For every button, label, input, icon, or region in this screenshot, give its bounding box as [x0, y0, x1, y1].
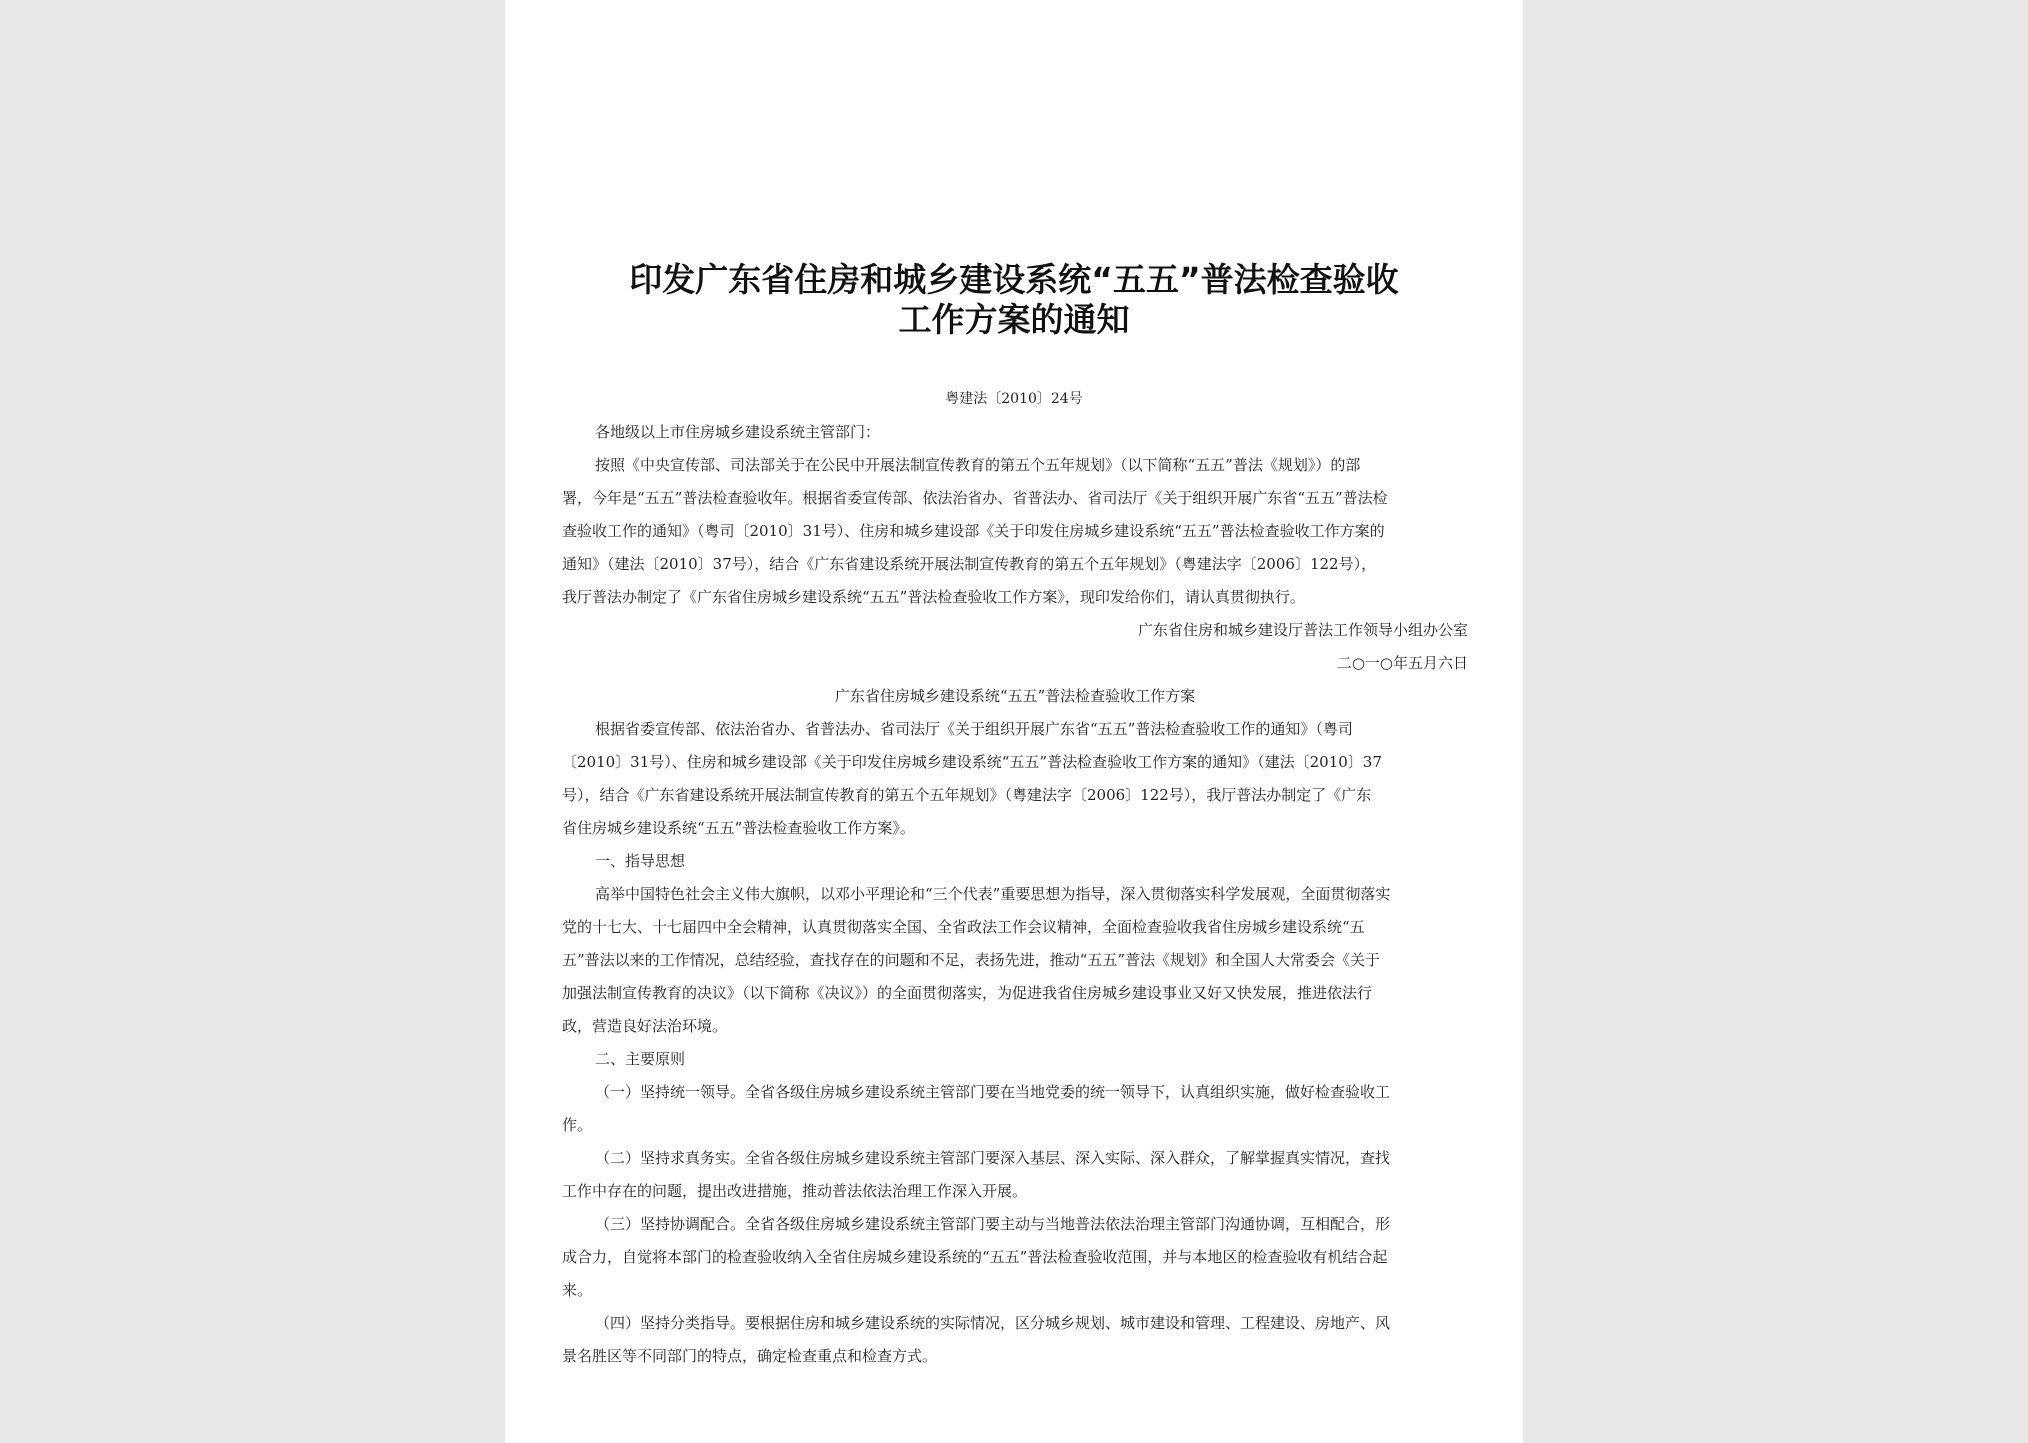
- paragraph-line: 号），结合《广东省建设系统开展法制宣传教育的第五个五年规划》（粤建法字〔2006〕122号），我厅普法办制定了《广东: [562, 786, 1372, 804]
- salutation: 各地级以上市住房城乡建设系统主管部门：: [595, 423, 881, 441]
- title-line-1: 印发广东省住房和城乡建设系统“五五”普法检查验收: [629, 260, 1399, 299]
- document-page: [505, 0, 1523, 1443]
- paragraph-line: （四）坚持分类指导。要根据住房和城乡建设系统的实际情况，区分城乡规划、城市建设和管理、工程建设、房地产、风: [595, 1314, 1391, 1332]
- paragraph-line: 党的十七大、十七届四中全会精神，认真贯彻落实全国、全省政法工作会议精神，全面检查验收我省住房城乡建设系统“五: [562, 918, 1365, 936]
- paragraph-line: 查验收工作的通知》（粤司〔2010〕31号）、住房和城乡建设部《关于印发住房城乡建设系统“五五”普法检查验收工作方案的: [562, 522, 1385, 540]
- paragraph-line: 省住房城乡建设系统“五五”普法检查验收工作方案》。: [562, 819, 915, 837]
- paragraph-line: 五”普法以来的工作情况，总结经验，查找存在的问题和不足，表扬先进，推动“五五”普法《规划》和全国人大常委会《关于: [562, 951, 1381, 969]
- paragraph-line: 景名胜区等不同部门的特点，确定检查重点和检查方式。: [562, 1347, 938, 1365]
- paragraph-line: 根据省委宣传部、依法治省办、省普法办、省司法厅《关于组织开展广东省“五五”普法检查验收工作的通知》（粤司: [595, 720, 1353, 738]
- paragraph-line: 工作中存在的问题，提出改进措施，推动普法依法治理工作深入开展。: [562, 1182, 1028, 1200]
- paragraph-line: 署，今年是“五五”普法检查验收年。根据省委宣传部、依法治省办、省普法办、省司法厅《关于组织开展广东省“五五”普法检: [562, 489, 1388, 507]
- signature-date: 二○一○年五月六日: [1336, 654, 1468, 672]
- paragraph-line: 通知》（建法〔2010〕37号），结合《广东省建设系统开展法制宣传教育的第五个五年规划》（粤建法字〔2006〕122号），: [562, 555, 1377, 573]
- paragraph-line: 政，营造良好法治环境。: [562, 1017, 728, 1035]
- paragraph-line: （二）坚持求真务实。全省各级住房城乡建设系统主管部门要深入基层、深入实际、深入群众，了解掌握真实情况，查找: [595, 1149, 1391, 1167]
- section-heading-2: 二、主要原则: [595, 1050, 686, 1068]
- paragraph-line: （一）坚持统一领导。全省各级住房城乡建设系统主管部门要在当地党委的统一领导下，认真组织实施，做好检查验收工: [595, 1083, 1391, 1101]
- paragraph-line: 来。: [562, 1281, 593, 1299]
- section-heading-1: 一、指导思想: [595, 852, 686, 870]
- paragraph-line: 我厅普法办制定了《广东省住房城乡建设系统“五五”普法检查验收工作方案》，现印发给你们，请认真贯彻执行。: [562, 588, 1305, 606]
- paragraph-line: 高举中国特色社会主义伟大旗帜，以邓小平理论和“三个代表”重要思想为指导，深入贯彻落实科学发展观，全面贯彻落实: [595, 885, 1391, 903]
- document-number: 粤建法〔2010〕24号: [945, 391, 1083, 407]
- paragraph-line: （三）坚持协调配合。全省各级住房城乡建设系统主管部门要主动与当地普法依法治理主管部门沟通协调，互相配合，形: [595, 1215, 1391, 1233]
- paragraph-line: 按照《中央宣传部、司法部关于在公民中开展法制宣传教育的第五个五年规划》（以下简称“五五”普法《规划》）的部: [595, 456, 1361, 474]
- paragraph-line: 〔2010〕31号）、住房和城乡建设部《关于印发住房城乡建设系统“五五”普法检查验收工作方案的通知》（建法〔2010〕37: [562, 753, 1382, 771]
- paragraph-line: 成合力，自觉将本部门的检查验收纳入全省住房城乡建设系统的“五五”普法检查验收范围，并与本地区的检查验收有机结合起: [562, 1248, 1388, 1266]
- paragraph-line: 加强法制宣传教育的决议》（以下简称《决议》）的全面贯彻落实，为促进我省住房城乡建设事业又好又快发展，推进依法行: [562, 984, 1373, 1002]
- document-title: [505, 260, 1523, 340]
- signature-office: 广东省住房和城乡建设厅普法工作领导小组办公室: [1137, 621, 1468, 639]
- title-line-2: 工作方案的通知: [898, 300, 1130, 339]
- paragraph-line: 作。: [562, 1116, 593, 1134]
- plan-title: 广东省住房城乡建设系统“五五”普法检查验收工作方案: [834, 687, 1196, 705]
